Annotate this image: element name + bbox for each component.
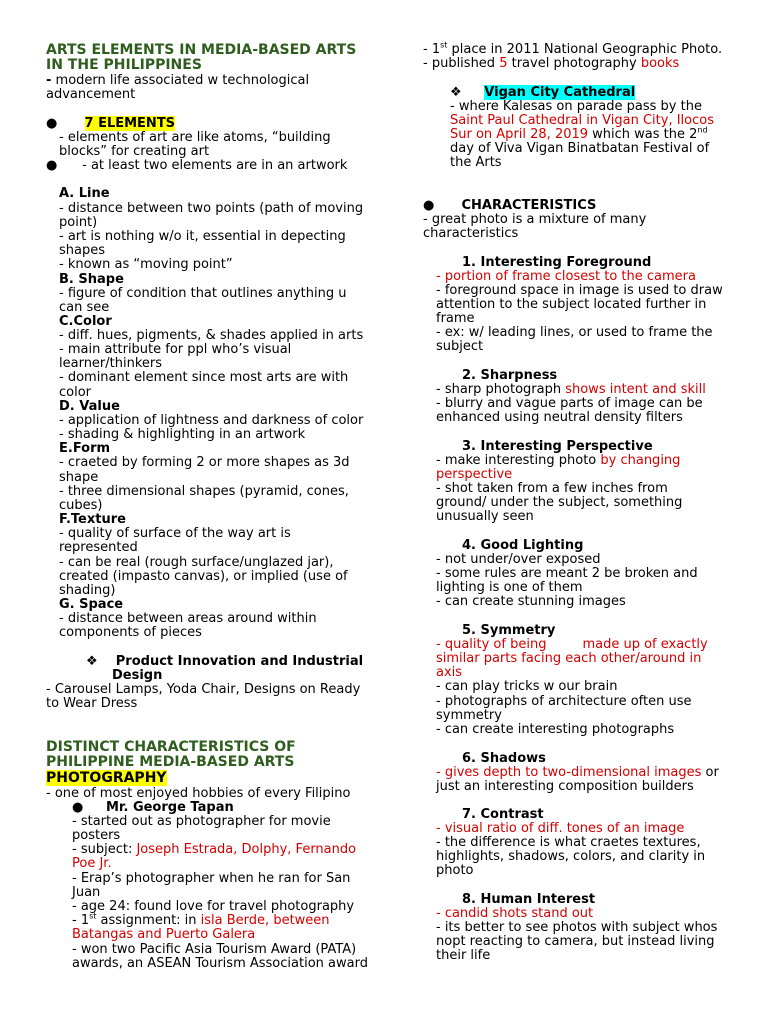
list-item: - shading & highlighting in an artwork [59,427,306,442]
list-item: - the difference is what craetes textures, [436,835,701,850]
space-heading: G. Space [59,597,124,612]
list-item: - won two Pacific Asia Tourism Award (PATA) [72,942,357,957]
list-item: to Wear Dress [46,696,138,711]
texture-heading: F.Texture [59,512,126,527]
list-item: subject [436,339,484,354]
list-item: ● - at least two elements are in an artwork [46,158,348,173]
characteristics-heading: ● CHARACTERISTICS [423,198,597,213]
list-item: shading) [59,583,116,598]
list-item: - portion of frame closest to the camera [436,269,696,284]
perspective-heading: 3. Interesting Perspective [462,439,653,454]
bullet-icon: ● [72,800,84,815]
list-item: shapes [59,243,106,258]
list-item: - application of lightness and darkness of color [59,413,364,428]
line-heading: A. Line [59,186,110,201]
list-item: perspective [436,467,513,482]
section-title: ARTS ELEMENTS IN MEDIA-BASED ARTS [46,42,357,58]
list-item: - started out as photographer for movie [72,814,331,829]
photography-heading: PHOTOGRAPHY [46,770,167,786]
list-item: - candid shots stand out [436,906,594,921]
list-item: - elements of art are like atoms, “building [59,130,331,145]
list-item: posters [72,828,121,843]
shadows-heading: 6. Shadows [462,751,546,766]
list-item: components of pieces [59,625,202,640]
contrast-heading: 7. Contrast [462,807,544,822]
list-item: point) [59,215,98,230]
list-item: characteristics [423,226,519,241]
list-item: symmetry [436,708,502,723]
list-item: - main attribute for ppl who’s visual [59,342,292,357]
list-item: cubes) [59,498,103,513]
list-item: highlights, shadows, colors, and clarity in [436,849,706,864]
seven-elements-heading: ● 7 ELEMENTS [46,116,176,131]
bullet-icon: ● [46,116,58,131]
list-item: Saint Paul Cathedral in Vigan City, Ilocos [450,113,714,128]
bullet-icon: ● [423,198,435,213]
list-item: enhanced using neutral density filters [436,410,683,425]
list-item: - distance between areas around within [59,611,317,626]
foreground-heading: 1. Interesting Foreground [462,255,652,270]
list-item: - age 24: found love for travel photography [72,899,355,914]
list-item: - visual ratio of diff. tones of an image [436,821,685,836]
list-item: - art is nothing w/o it, essential in depecting [59,229,346,244]
list-item: blocks” for creating art [59,144,210,159]
list-item: the Arts [450,155,502,170]
vigan-heading: ❖ Vigan City Cathedral [450,85,636,100]
tapan-heading: ● Mr. George Tapan [72,800,234,815]
list-item: unusually seen [436,509,534,524]
color-heading: C.Color [59,314,112,329]
list-item: - photographs of architecture often use [436,694,692,709]
list-item: just an interesting composition builders [436,779,694,794]
list-item: can see [59,300,110,315]
pid-heading: ❖ Product Innovation and Industrial [86,654,364,669]
list-item: Batangas and Puerto Galera [72,927,256,942]
list-item: - three dimensional shapes (pyramid, cones, [59,484,349,499]
list-item: - published 5 travel photography books [423,56,680,71]
diamond-bullet-icon: ❖ [450,85,462,100]
list-item: - gives depth to two-dimensional images or [436,765,719,780]
section-title: PHILIPPINE MEDIA-BASED ARTS [46,754,295,770]
list-item: color [59,385,92,400]
list-item: Poe Jr. [72,856,112,871]
shape-heading: B. Shape [59,272,124,287]
diamond-bullet-icon: ❖ [86,654,98,669]
list-item: - where Kalesas on parade pass by the [450,99,702,114]
list-item: - dominant element since most arts are with [59,370,349,385]
intro-line: - modern life associated w technological [46,73,310,88]
list-item: - figure of condition that outlines anything u [59,286,347,301]
form-heading: E.Form [59,441,111,456]
list-item: - not under/over exposed [436,552,601,567]
list-item: - great photo is a mixture of many [423,212,647,227]
list-item: similar parts facing each other/around in [436,651,702,666]
list-item: - make interesting photo by changing [436,453,681,468]
list-item: - some rules are meant 2 be broken and [436,566,698,581]
list-item: shape [59,470,99,485]
list-item: - Erap’s photographer when he ran for San [72,871,351,886]
list-item: - sharp photograph shows intent and skill [436,382,706,397]
list-item: - can create stunning images [436,594,626,609]
list-item: lighting is one of them [436,580,583,595]
bullet-icon: ● [46,158,58,173]
lighting-heading: 4. Good Lighting [462,538,584,553]
list-item: - 1st assignment: in isla Berde, between [72,911,330,928]
intro-line: advancement [46,87,136,102]
list-item: learner/thinkers [59,356,163,371]
list-item: - one of most enjoyed hobbies of every Filipino [46,786,351,801]
section-title: DISTINCT CHARACTERISTICS OF [46,739,296,755]
pid-heading: Design [112,668,163,683]
list-item: - subject: Joseph Estrada, Dolphy, Fernando [72,842,357,857]
list-item: - can create interesting photographs [436,722,675,737]
list-item: frame [436,311,475,326]
list-item: - Carousel Lamps, Yoda Chair, Designs on Ready [46,682,361,697]
list-item: represented [59,540,138,555]
value-heading: D. Value [59,399,120,414]
list-item: attention to the subject located further in [436,297,707,312]
human-interest-heading: 8. Human Interest [462,892,596,907]
list-item: ground/ under the subject, something [436,495,683,510]
list-item: - can play tricks w our brain [436,679,618,694]
list-item: - quality of surface of the way art is [59,526,291,541]
list-item: axis [436,665,463,680]
list-item: - shot taken from a few inches from [436,481,668,496]
list-item: - ex: w/ leading lines, or used to frame the [436,325,713,340]
list-item: - quality of being made up of exactly [436,637,708,652]
list-item: - its better to see photos with subject whos [436,920,718,935]
symmetry-heading: 5. Symmetry [462,623,556,638]
section-title: IN THE PHILIPPINES [46,57,202,73]
list-item: their life [436,948,491,963]
list-item: Juan [72,885,101,900]
list-item: - 1st place in 2011 National Geographic Photo. [423,40,723,57]
list-item: - distance between two points (path of moving [59,201,364,216]
list-item: - craeted by forming 2 or more shapes as 3d [59,455,350,470]
list-item: - known as “moving point” [59,257,233,272]
list-item: created (impasto canvas), or implied (use of [59,569,348,584]
list-item: photo [436,863,474,878]
list-item: - foreground space in image is used to draw [436,283,723,298]
list-item: Sur on April 28, 2019 which was the 2nd [450,125,708,142]
list-item: awards, an ASEAN Tourism Association award [72,956,368,971]
list-item: nopt reacting to camera, but instead living [436,934,715,949]
list-item: - diff. hues, pigments, & shades applied in arts [59,328,364,343]
sharpness-heading: 2. Sharpness [462,368,558,383]
list-item: day of Viva Vigan Binatbatan Festival of [450,141,710,156]
list-item: - can be real (rough surface/unglazed jar), [59,555,334,570]
list-item: - blurry and vague parts of image can be [436,396,703,411]
